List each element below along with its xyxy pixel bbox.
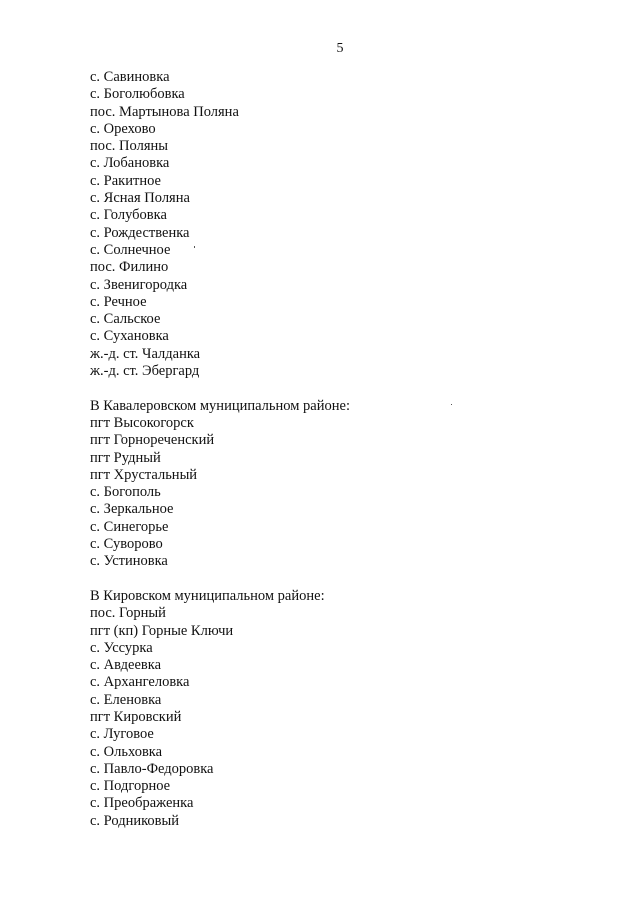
settlement-item: пгт Высокогорск — [90, 414, 194, 431]
settlement-item: с. Орехово — [90, 120, 156, 137]
settlement-item: пос. Филино — [90, 259, 169, 276]
settlement-item: с. Луговое — [90, 726, 154, 743]
settlement-item: с. Богополь — [90, 484, 161, 501]
settlement-item: с. Ясная Поляна — [90, 190, 190, 207]
settlement-item: с. Синегорье — [90, 518, 169, 535]
settlement-item: ж.-д. ст. Эбергард — [90, 363, 200, 380]
settlement-item: с. Рождественка — [90, 224, 190, 241]
settlement-item: с. Еленовка — [90, 691, 162, 708]
settlement-item: с. Сухановка — [90, 328, 169, 345]
scan-speck — [451, 404, 452, 405]
settlement-section — [90, 588, 570, 830]
settlement-item: с. Суворово — [90, 536, 163, 553]
settlement-section — [90, 398, 570, 571]
settlement-item: пгт Рудный — [90, 449, 161, 466]
settlement-item: с. Преображенка — [90, 795, 194, 812]
settlement-item: пгт Горнореченский — [90, 432, 215, 449]
settlement-item: с. Павло-Федоровка — [90, 760, 214, 777]
district-heading: В Кавалеровском муниципальном районе: — [90, 397, 350, 414]
settlement-list — [90, 69, 570, 830]
settlement-item: пос. Мартынова Поляна — [90, 103, 239, 120]
settlement-item: пгт Кировский — [90, 708, 182, 725]
section-gap — [90, 571, 570, 588]
settlement-item: с. Савиновка — [90, 69, 170, 85]
settlement-section — [90, 69, 570, 380]
settlement-item: с. Уссурка — [90, 639, 153, 656]
settlement-item: с. Родниковый — [90, 812, 180, 829]
settlement-item: с. Архангеловка — [90, 674, 190, 691]
settlement-item: с. Ракитное — [90, 172, 161, 189]
settlement-item: пгт Хрустальный — [90, 466, 198, 483]
settlement-item: с. Авдеевка — [90, 657, 161, 674]
settlement-item: пгт (кп) Горные Ключи — [90, 622, 234, 639]
settlement-item: с. Голубовка — [90, 207, 167, 224]
settlement-item: с. Устиновка — [90, 553, 168, 570]
settlement-item: с. Солнечное — [90, 241, 171, 258]
settlement-item: пос. Горный — [90, 605, 166, 622]
scan-speck — [194, 246, 195, 248]
settlement-item: пос. Поляны — [90, 138, 168, 155]
settlement-item: с. Речное — [90, 293, 147, 310]
settlement-item: с. Сальское — [90, 311, 161, 328]
settlement-item: ж.-д. ст. Чалданка — [90, 345, 201, 362]
settlement-item: с. Ольховка — [90, 743, 163, 760]
settlement-item: с. Зеркальное — [90, 501, 174, 518]
settlement-item: с. Боголюбовка — [90, 86, 185, 103]
settlement-item: с. Лобановка — [90, 155, 170, 172]
page-number: 5 — [336, 41, 344, 56]
settlement-item: с. Подгорное — [90, 778, 171, 795]
district-heading: В Кировском муниципальном районе: — [90, 587, 325, 604]
section-gap — [90, 380, 570, 397]
settlement-item: с. Звенигородка — [90, 276, 188, 293]
